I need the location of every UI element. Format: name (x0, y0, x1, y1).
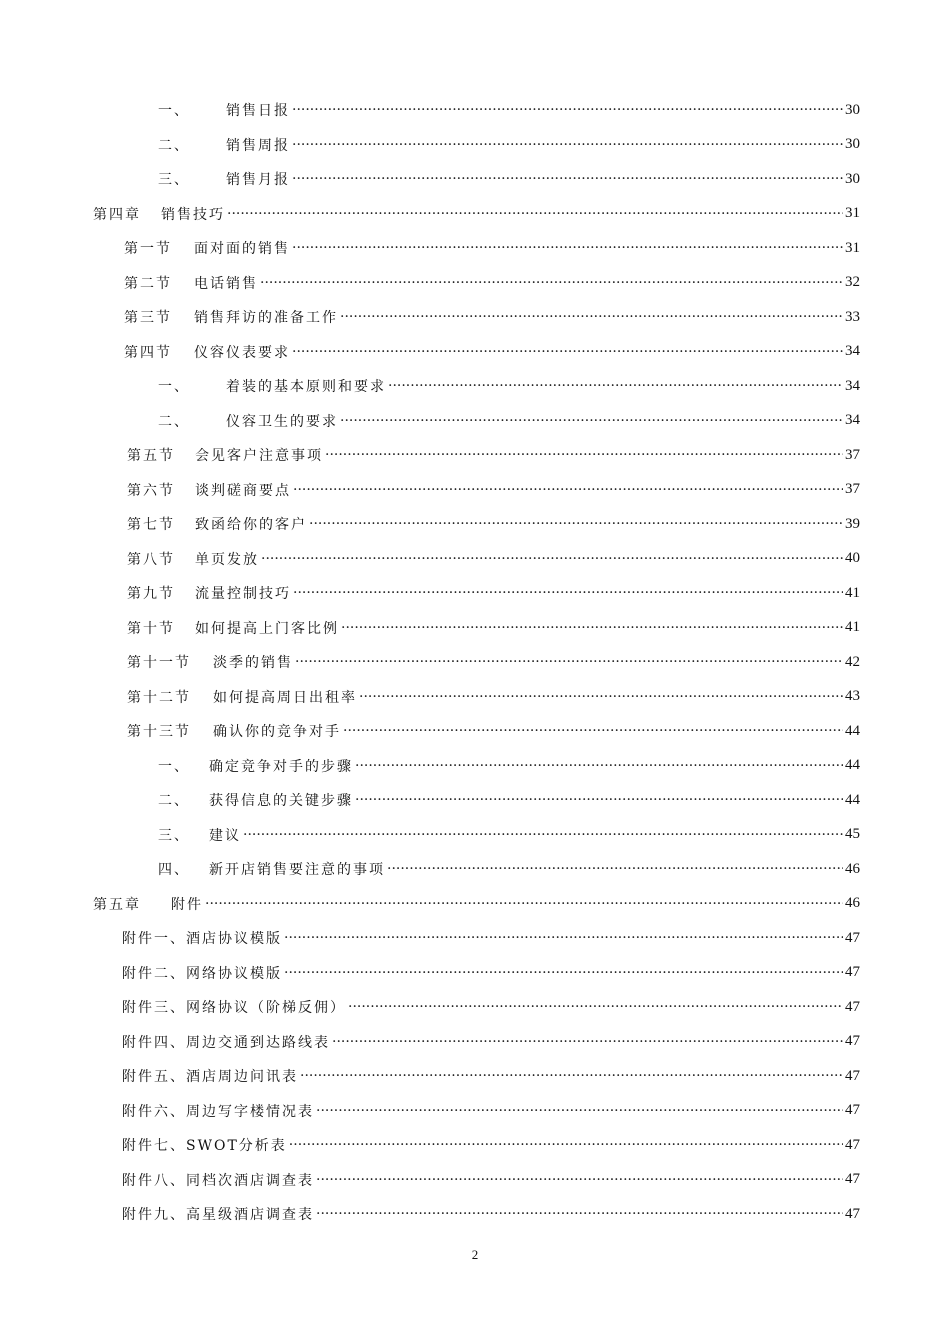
dot-leader (340, 413, 843, 429)
toc-entry[interactable] (127, 680, 860, 714)
toc-entry-title: 附件一、酒店协议模版 (122, 931, 282, 947)
dot-leader (325, 447, 843, 463)
toc-entry-number: 第八节 (127, 551, 175, 568)
toc-entry-page: 39 (845, 515, 860, 532)
toc-entry[interactable] (127, 473, 860, 507)
toc-entry-title: 谈判磋商要点 (195, 482, 291, 499)
toc-entry-title: 淡季的销售 (213, 655, 293, 671)
toc-entry-page: 40 (845, 550, 860, 566)
dot-leader (343, 723, 843, 739)
toc-entry[interactable] (93, 197, 860, 231)
dot-leader (261, 551, 843, 567)
toc-entry[interactable] (122, 921, 860, 955)
toc-entry-title: 单页发放 (195, 551, 259, 568)
toc-entry-page: 34 (845, 412, 860, 428)
toc-entry-number: 二、 (158, 137, 190, 154)
toc-entry[interactable] (127, 542, 860, 576)
dot-leader (348, 999, 843, 1015)
toc-entry[interactable] (122, 990, 860, 1024)
toc-entry[interactable] (158, 128, 860, 162)
toc-entry[interactable] (122, 1128, 860, 1162)
toc-entry-page: 37 (845, 446, 860, 463)
toc-entry-title: 销售月报 (226, 172, 290, 188)
dot-leader (292, 137, 843, 153)
toc-entry-number: 第七节 (127, 517, 175, 533)
toc-entry-title: 销售拜访的准备工作 (194, 310, 338, 326)
dot-leader (316, 1172, 843, 1188)
toc-entry[interactable] (127, 438, 860, 472)
dot-leader (205, 896, 843, 912)
toc-entry-title: 附件九、高星级酒店调查表 (122, 1207, 314, 1223)
toc-entry-title: 确定竞争对手的步骤 (209, 758, 353, 775)
toc-entry-page: 32 (845, 274, 860, 290)
toc-entry-page: 30 (845, 170, 860, 187)
toc-entry[interactable] (158, 749, 860, 783)
toc-entry-title: 仪容卫生的要求 (226, 413, 338, 430)
toc-entry-number: 第十一节 (127, 655, 191, 671)
toc-entry-page: 33 (845, 308, 860, 325)
toc-entry-title: 致函给你的客户 (195, 517, 307, 533)
toc-entry[interactable] (127, 645, 860, 679)
toc-entry-page: 44 (845, 722, 860, 739)
toc-entry-page: 43 (845, 688, 860, 704)
toc-entry-page: 30 (845, 101, 860, 118)
dot-leader (289, 1137, 843, 1153)
toc-entry-page: 34 (845, 343, 860, 359)
toc-entry-number: 一、 (158, 379, 190, 395)
toc-entry[interactable] (122, 1025, 860, 1059)
dot-leader (341, 620, 843, 636)
toc-entry-number: 二、 (158, 793, 190, 809)
toc-entry-page: 41 (845, 619, 860, 635)
toc-entry-number: 三、 (158, 172, 190, 188)
toc-entry-page: 47 (845, 1136, 860, 1153)
toc-entry-title: 销售周报 (226, 137, 290, 154)
page-number: 2 (471, 1247, 479, 1262)
toc-entry-page: 46 (845, 860, 860, 877)
toc-entry-title: 附件八、同档次酒店调查表 (122, 1172, 314, 1189)
toc-entry-page: 34 (845, 377, 860, 394)
toc-entry-page: 44 (845, 757, 860, 773)
toc-entry[interactable] (158, 93, 860, 127)
toc-entry[interactable] (124, 231, 860, 265)
toc-entry[interactable] (158, 783, 860, 817)
toc-entry[interactable] (122, 1163, 860, 1197)
toc-entry-title: 如何提高周日出租率 (213, 689, 357, 706)
dot-leader (243, 827, 843, 843)
toc-entry-number: 第六节 (127, 482, 175, 499)
toc-entry-title: 建议 (209, 827, 241, 844)
toc-entry-page: 47 (845, 1171, 860, 1187)
toc-entry-number: 第五章 (93, 896, 141, 913)
dot-leader (284, 965, 843, 981)
toc-entry-page: 31 (845, 239, 860, 256)
dot-leader (355, 758, 843, 774)
toc-entry[interactable] (122, 1059, 860, 1093)
toc-entry-title: 仪容仪表要求 (194, 344, 290, 361)
dot-leader (293, 585, 843, 601)
toc-entry-page: 47 (845, 1033, 860, 1049)
dot-leader (292, 171, 843, 187)
dot-leader (316, 1103, 843, 1119)
toc-entry-page: 30 (845, 136, 860, 152)
toc-entry[interactable] (124, 266, 860, 300)
dot-leader (293, 482, 843, 498)
dot-leader (260, 275, 843, 291)
dot-leader (292, 344, 843, 360)
toc-entry-page: 47 (845, 1067, 860, 1084)
toc-entry[interactable] (127, 507, 860, 541)
toc-entry-number: 第十三节 (127, 724, 191, 740)
toc-entry-page: 37 (845, 481, 860, 497)
toc-entry-title: 销售日报 (226, 103, 290, 119)
toc-entry-number: 第十二节 (127, 689, 191, 706)
toc-entry-title: 面对面的销售 (194, 241, 290, 257)
toc-entry-number: 三、 (158, 827, 190, 844)
toc-entry-page: 42 (845, 653, 860, 670)
dot-leader (316, 1206, 843, 1222)
toc-entry-title: 附件四、周边交通到达路线表 (122, 1034, 330, 1051)
toc-entry[interactable] (158, 162, 860, 196)
toc-entry[interactable] (158, 404, 860, 438)
toc-entry-number: 第三节 (124, 310, 172, 326)
toc-entry-title: 如何提高上门客比例 (195, 620, 339, 637)
toc-entry-number: 四、 (158, 862, 190, 878)
toc-entry-number: 一、 (158, 758, 190, 775)
toc-entry[interactable] (127, 714, 860, 748)
toc-entry-title: 附件二、网络协议模版 (122, 965, 282, 982)
toc-entry-number: 第一节 (124, 241, 172, 257)
toc-entry-title: 附件 (171, 896, 203, 913)
toc-entry[interactable] (158, 369, 860, 403)
dot-leader (292, 102, 843, 118)
toc-entry-title: 附件五、酒店周边问讯表 (122, 1069, 298, 1085)
toc-entry-page: 46 (845, 895, 860, 911)
toc-entry-number: 第十节 (127, 620, 175, 637)
toc-entry-page: 47 (845, 1102, 860, 1118)
toc-entry-title: 获得信息的关键步骤 (209, 793, 353, 809)
dot-leader (388, 378, 843, 394)
dot-leader (309, 516, 843, 532)
toc-entry[interactable] (127, 611, 860, 645)
dot-leader (359, 689, 843, 705)
toc-entry[interactable] (158, 852, 860, 886)
dot-leader (292, 240, 843, 256)
dot-leader (227, 206, 843, 222)
toc-entry-page: 45 (845, 826, 860, 842)
toc-entry-page: 47 (845, 929, 860, 946)
toc-entry[interactable] (122, 1094, 860, 1128)
toc-entry-page: 47 (845, 964, 860, 980)
toc-entry[interactable] (127, 576, 860, 610)
toc-entry-title: 着装的基本原则和要求 (226, 379, 386, 395)
toc-entry[interactable] (93, 887, 860, 921)
toc-entry-page: 31 (845, 205, 860, 221)
dot-leader (300, 1068, 843, 1084)
toc-entry-title: 电话销售 (194, 275, 258, 292)
toc-entry-title: 确认你的竞争对手 (213, 724, 341, 740)
toc-entry-title: 流量控制技巧 (195, 586, 291, 602)
dot-leader (340, 309, 843, 325)
toc-entry[interactable] (124, 335, 860, 369)
toc-entry-title: 销售技巧 (161, 206, 225, 223)
toc-entry-number: 第九节 (127, 586, 175, 602)
toc-entry-number: 一、 (158, 103, 190, 119)
toc-entry[interactable] (122, 956, 860, 990)
dot-leader (332, 1034, 843, 1050)
toc-entry-page: 41 (845, 584, 860, 601)
toc-entry-title: 附件三、网络协议（阶梯反佣） (122, 1000, 346, 1016)
toc-entry[interactable] (158, 818, 860, 852)
toc-entry-title: 附件七、SWOT分析表 (122, 1138, 287, 1154)
toc-entry[interactable] (122, 1197, 860, 1231)
toc-entry-number: 第四节 (124, 344, 172, 361)
toc-entry-page: 47 (845, 1205, 860, 1222)
toc-entry-title: 附件六、周边写字楼情况表 (122, 1103, 314, 1120)
dot-leader (284, 930, 843, 946)
toc-entry-page: 44 (845, 791, 860, 808)
toc-entry-number: 第四章 (93, 206, 141, 223)
toc-entry-number: 第二节 (124, 275, 172, 292)
dot-leader (295, 654, 843, 670)
dot-leader (355, 792, 843, 808)
toc-entry-title: 会见客户注意事项 (195, 448, 323, 464)
dot-leader (387, 861, 843, 877)
toc-entry-page: 47 (845, 998, 860, 1015)
toc-entry-number: 二、 (158, 413, 190, 430)
toc-entry[interactable] (124, 300, 860, 334)
toc-entry-title: 新开店销售要注意的事项 (209, 862, 385, 878)
toc-entry-number: 第五节 (127, 448, 175, 464)
